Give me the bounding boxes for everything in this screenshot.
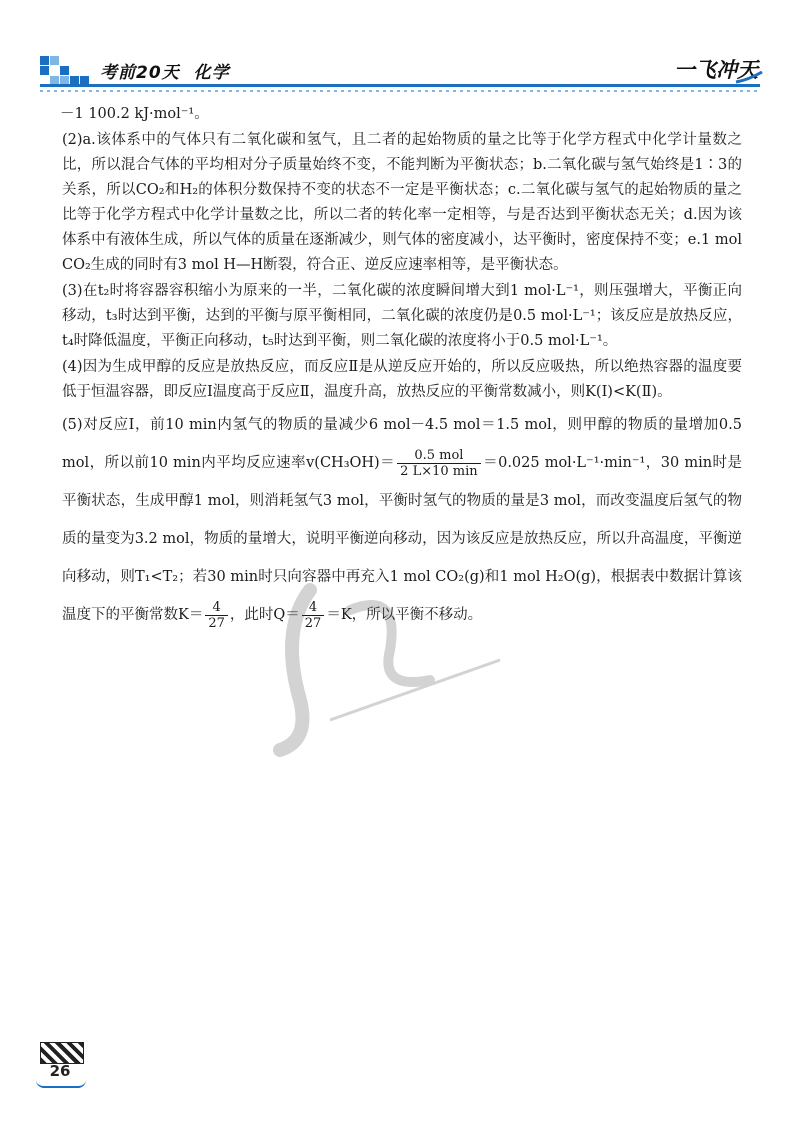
fraction-k-numerator: 4 [205, 600, 228, 616]
fraction-k-denominator: 27 [208, 615, 225, 631]
paragraph-part-2: (2)a.该体系中的气体只有二氧化碳和氢气，且二者的起始物质的量之比等于化学方程式中化学计量数之比，所以混合气体的平均相对分子质量始终不变，不能判断为平衡状态；b.二氧化碳与氢气始终是1∶3的关系，所以CO₂和H₂的体积分数保持不变的状态不一定是平衡状态；c.二氧化碳与氢气的起始物质的量之比等于化学方程式中化学计量数之比，所以二者的转化率一定相等，与是否达到平衡状态无关；d.因为该体系中有液体生成，所以气体的质量在逐渐减少，则气体的密度减小，达平衡时，密度保持不变；e.1 mol CO₂生成的同时有3 mol H—H断裂，符合正、逆反应速率相等，是平衡状态。 [62, 132, 742, 273]
brand-swoosh-icon [734, 70, 764, 84]
page-footer [36, 1040, 96, 1090]
fraction-rate-denominator: 2 L×10 min [400, 463, 478, 479]
header-title-book: 考前20天 [100, 63, 180, 83]
header-dotted-divider [40, 90, 760, 92]
page-header [0, 0, 800, 100]
part-5-text-b: ＝0.025 mol·L⁻¹·min⁻¹，30 min时是平衡状态，生成甲醇1 mol，则消耗氢气3 mol，平衡时氢气的物质的量是3 mol，而改变温度后氢气的物质的量变为3.2 mol，物质的量增大，说明平衡逆向移动，因为该反应是放热反应，所以升高温度，平衡逆向移动，则T₁<T₂；若30 min时只向容器中再充入1 mol CO₂(g)和1 mol H₂O(g)，根据表中数据计算该温度下的平衡常数K＝ [62, 455, 743, 623]
fraction-rate [397, 448, 480, 479]
fraction-q-numerator: 4 [302, 600, 325, 616]
paragraph-part-4: (4)因为生成甲醇的反应是放热反应，而反应Ⅱ是从逆反应开始的，所以反应吸热，所以绝热容器的温度要低于恒温容器，即反应Ⅰ温度高于反应Ⅱ，温度升高，放热反应的平衡常数减小，则K(Ⅰ)<K(Ⅱ)。 [62, 359, 742, 400]
fraction-rate-numerator: 0.5 mol [397, 448, 480, 464]
answer-content [62, 102, 742, 635]
brand-logo: 一飞冲天 [674, 58, 758, 82]
page-number: 26 [49, 1062, 71, 1080]
part-5-text-c: ，此时Q＝ [229, 607, 300, 623]
paragraph-prev-answer: －1 100.2 kJ·mol⁻¹。 [60, 106, 209, 122]
part-5-text-d: ＝K，所以平衡不移动。 [326, 607, 483, 623]
fraction-k [205, 600, 228, 631]
fraction-q-denominator: 27 [304, 615, 322, 631]
header-title [100, 58, 230, 83]
publisher-watermark-icon [240, 570, 540, 770]
checkered-flag-icon [40, 1042, 84, 1064]
part-5-text-a: (5)对反应Ⅰ，前10 min内氢气的物质的量减少6 mol－4.5 mol＝1.5 mol，则甲醇的物质的量增加0.5 mol，所以前10 min内平均反应速率v(CH₃OH)＝ [62, 417, 742, 471]
paragraph-part-3: (3)在t₂时将容器容积缩小为原来的一半，二氧化碳的浓度瞬间增大到1 mol·L⁻¹，则压强增大，平衡正向移动，t₃时达到平衡，达到的平衡与原平衡相同，二氧化碳的浓度仍是0.5 mol·L⁻¹；该反应是放热反应，t₄时降低温度，平衡正向移动，t₅时达到平衡，则二氧化碳的浓度将小于0.5 mol·L⁻¹。 [62, 283, 742, 349]
header-divider [40, 84, 760, 87]
header-title-subject: 化学 [193, 63, 230, 83]
footer-decoration [36, 1080, 86, 1088]
